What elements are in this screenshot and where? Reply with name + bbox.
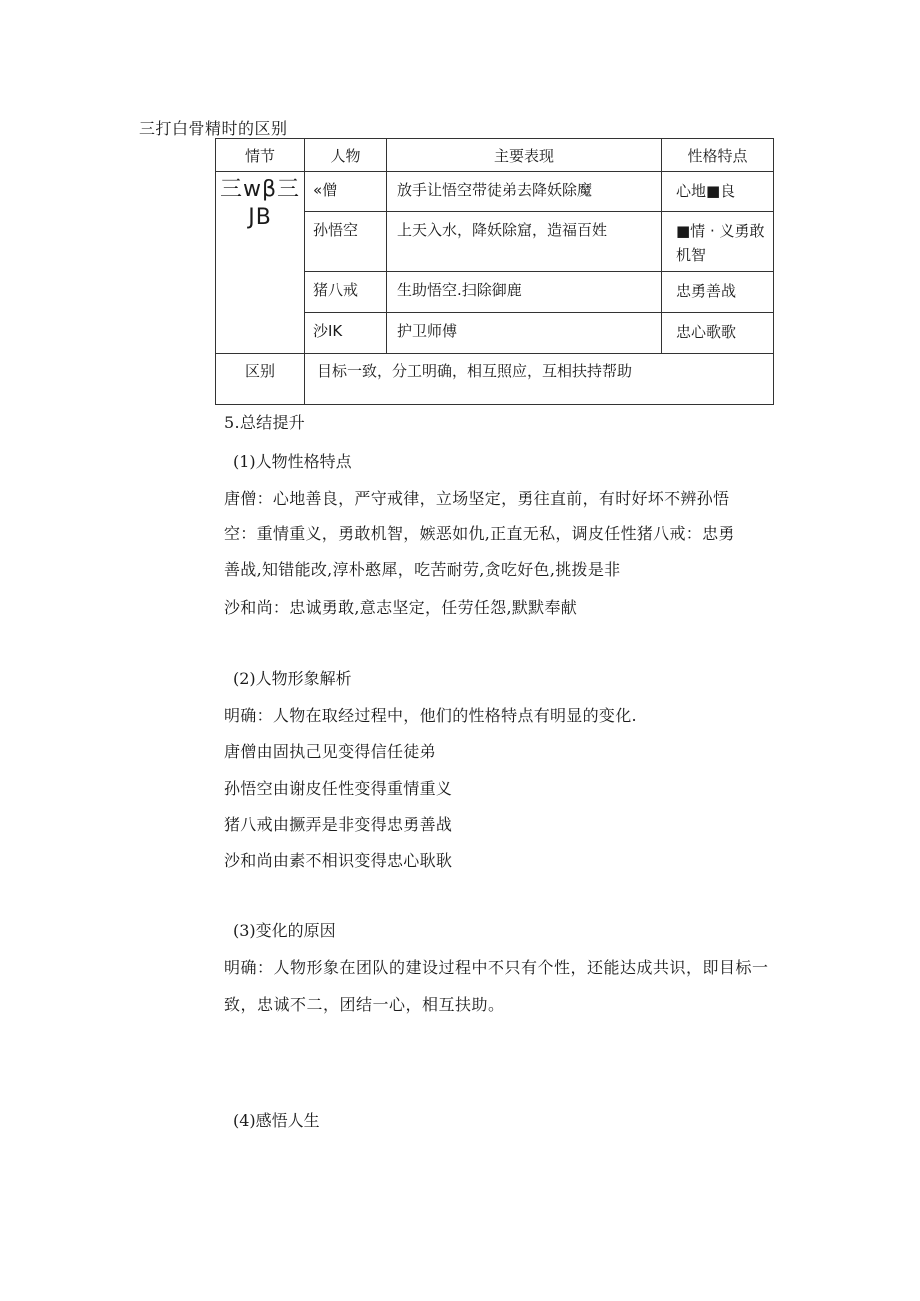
character-name: 孙悟空: [305, 212, 387, 272]
character-action: 放手让悟空带徒弟去降妖除魔: [387, 172, 662, 212]
character-action: 护卫师傅: [387, 313, 662, 354]
table-title: 三打白骨精时的区别: [139, 119, 288, 138]
part1-line: 空：重情重义，勇敢机智，嫉恶如仇,正直无私，调皮任性猪八戒：忠勇: [224, 524, 735, 543]
character-name: 沙IK: [305, 313, 387, 354]
part1-line: 善战,知错能改,淳朴憨犀，吃苦耐劳,贪吃好色,挑拨是非: [224, 560, 621, 579]
part4-heading: (4)感悟人生: [233, 1111, 320, 1130]
comparison-table: [215, 138, 774, 405]
part2-line: 孙悟空由谢皮任性变得重情重义: [224, 779, 453, 798]
part2-lead: 明确：人物在取经过程中，他们的性格特点有明显的变化.: [224, 706, 637, 725]
table-row: [216, 172, 774, 212]
part3-heading: (3)变化的原因: [233, 921, 336, 940]
character-action: 上天入水，降妖除窟，造福百姓: [387, 212, 662, 272]
part1-line: 唐僧：心地善良，严守戒律，立场坚定，勇往直前，有时好坏不辨孙悟: [224, 489, 730, 508]
character-trait: 忠勇善战: [662, 272, 774, 313]
part1-heading: (1)人物性格特点: [233, 452, 352, 471]
part2-line: 唐僧由固执己见变得信任徒弟: [224, 742, 436, 761]
character-name: 猪八戒: [305, 272, 387, 313]
character-trait: 忠心歌歌: [662, 313, 774, 354]
part3-text: 明确：人物形象在团队的建设过程中不只有个性，还能达成共识，即目标一致，忠诚不二，团结一心，相互扶助。: [224, 958, 769, 1014]
character-name: «僧: [305, 172, 387, 212]
character-trait: 心地■良: [662, 172, 774, 212]
header-episode: 情节: [216, 139, 305, 172]
character-trait: ■情 · 义勇敢机智: [662, 212, 774, 272]
difference-text: 目标一致，分工明确，相互照应，互相扶持帮助: [305, 354, 774, 405]
header-character: 人物: [305, 139, 387, 172]
character-action: 生助悟空.扫除御鹿: [387, 272, 662, 313]
episode-cell: 三wβ三 JB: [216, 172, 305, 354]
header-behavior: 主要表现: [387, 139, 662, 172]
part2-line: 沙和尚由素不相识变得忠心耿耿: [224, 851, 453, 870]
part1-line: 沙和尚：忠诚勇敢,意志坚定，任劳任怨,默默奉献: [224, 598, 578, 617]
table-header-row: [216, 139, 774, 172]
difference-label: 区别: [216, 354, 305, 405]
difference-row: [216, 354, 774, 405]
section-heading: 5.总结提升: [224, 413, 306, 432]
part2-line: 猪八戒由撅弄是非变得忠勇善战: [224, 815, 453, 834]
part2-heading: (2)人物形象解析: [233, 669, 352, 688]
header-trait: 性格特点: [662, 139, 774, 172]
